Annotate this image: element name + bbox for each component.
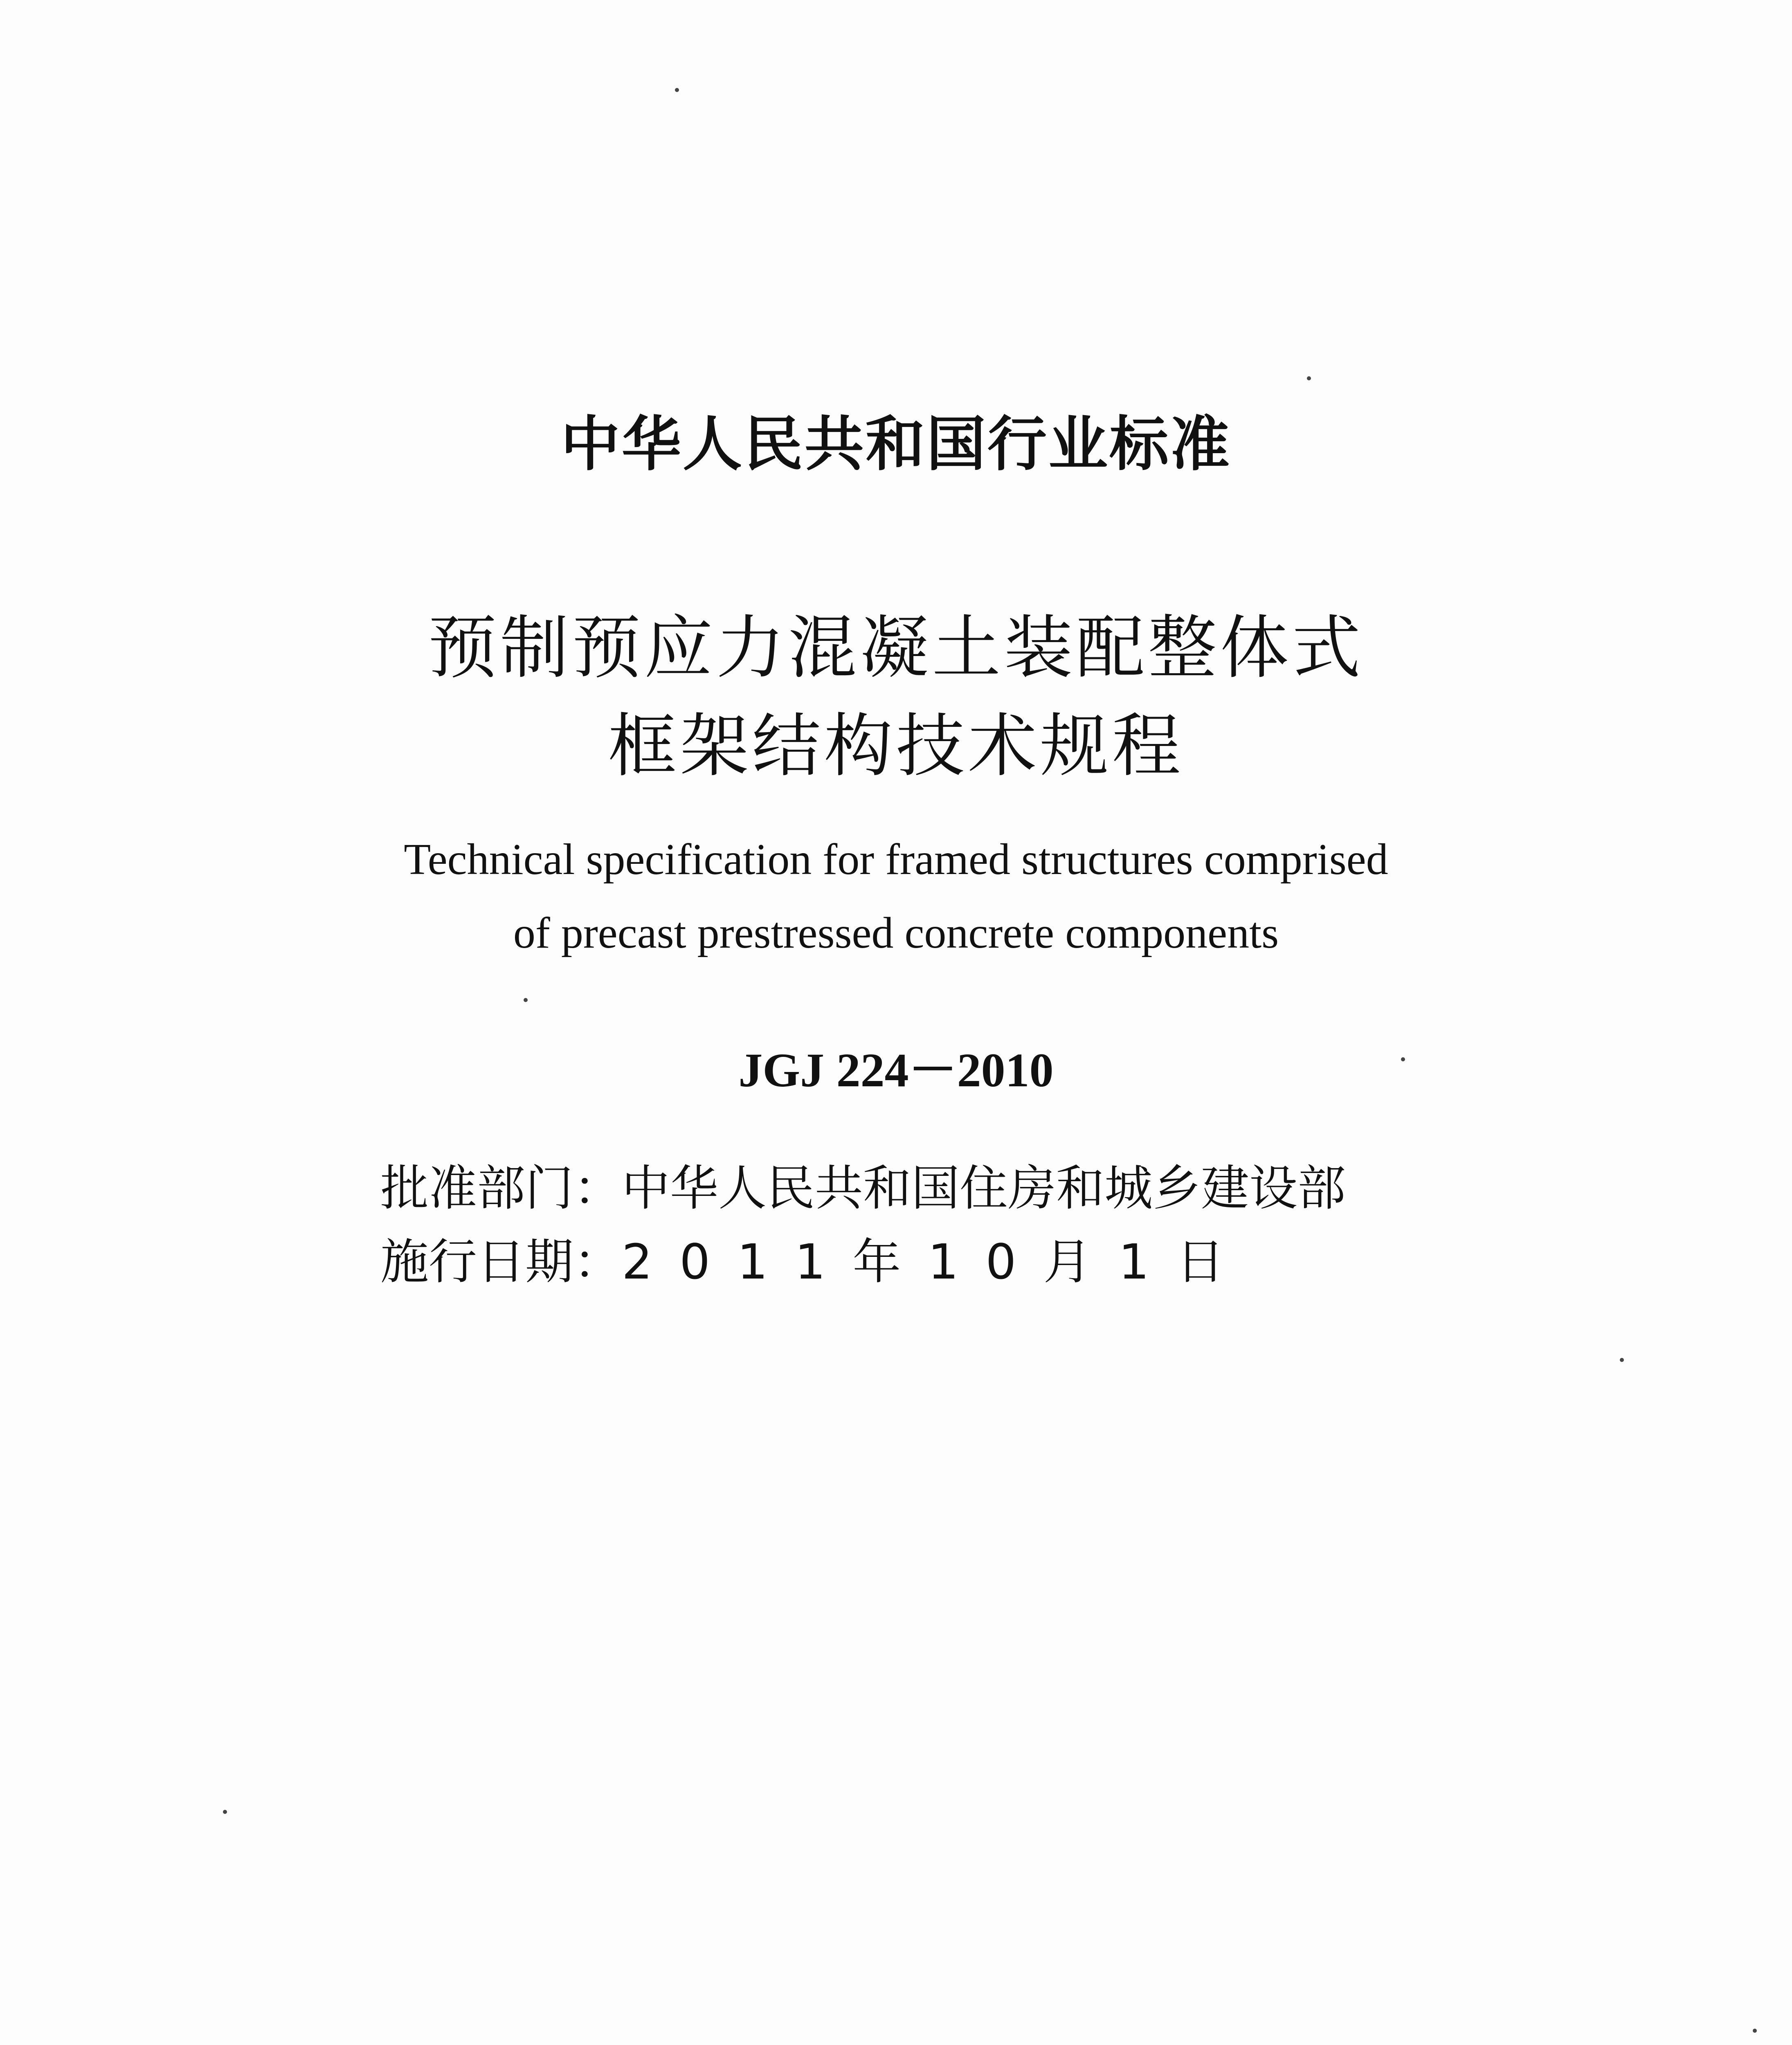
implementation-value: 2011年10月1日 [622,1234,1252,1290]
scan-speck [1753,2029,1757,2033]
scan-speck [1620,1358,1624,1362]
scan-speck [675,88,679,92]
implementation-label: 施行日期： [380,1234,622,1290]
standard-code: JGJ 224－2010 [738,1043,1054,1097]
approval-label: 批准部门： [380,1160,622,1216]
scan-speck [1401,1057,1405,1061]
scan-speck [524,998,528,1002]
english-title-line-2: of precast prestressed concrete components [513,909,1279,957]
english-title-line-1: Technical specification for framed structures comprised [404,835,1388,884]
approval-row [380,1149,1346,1219]
scan-speck [1307,376,1311,380]
title-line-1: 预制预应力混凝土装配整体式 [428,608,1364,688]
approval-value: 中华人民共和国住房和城乡建设部 [622,1160,1346,1216]
implementation-row [380,1223,1252,1292]
title-line-2: 框架结构技术规程 [608,706,1184,786]
scan-speck [223,1810,227,1814]
standard-series: 中华人民共和国行业标准 [561,410,1231,479]
